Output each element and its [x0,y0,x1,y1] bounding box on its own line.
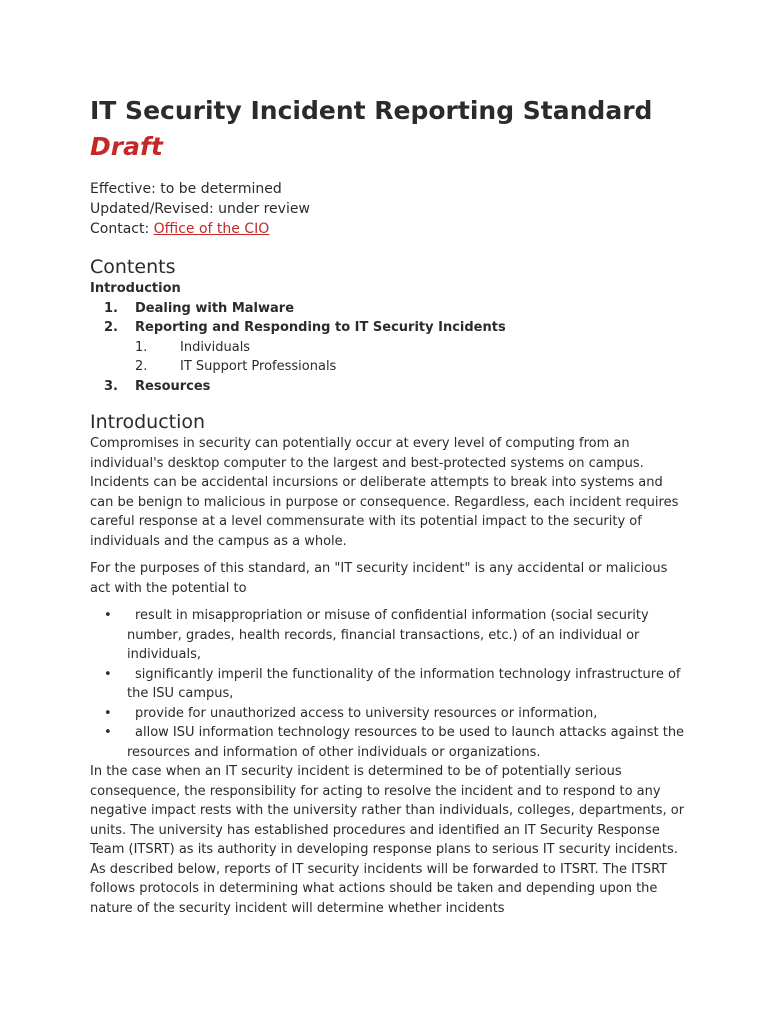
toc-intro-link[interactable] [90,279,690,299]
toc-number: 2. [104,320,118,335]
list-item-text: result in misappropriation or misuse of confidential information (social security number, grades, health records, financial transactions, etc.) of an individual or individuals, [127,608,649,662]
list-item [90,704,690,724]
document-meta [90,179,690,239]
toc-label: IT Support Professionals [180,359,337,374]
bullet-icon: • [104,608,112,623]
contents-heading: Contents [90,256,176,278]
draft-label: Draft [90,132,163,161]
toc-item-resources[interactable] [90,377,690,397]
list-item-text: significantly imperil the functionality of the information technology infrastructure of the ISU campus, [127,666,681,701]
list-item [90,606,690,665]
effective-line: Effective: to be determined [90,181,282,197]
toc-item-malware[interactable] [90,299,690,319]
toc-label: Resources [135,378,211,394]
toc-number: 3. [104,378,118,394]
toc-label: Reporting and Responding to IT Security Incidents [135,320,506,335]
intro-paragraph-2: For the purposes of this standard, an "IT security incident" is any accidental or malicious act with the potential to [90,561,668,596]
toc-label: Individuals [180,339,251,355]
contact-label: Contact: [90,221,150,237]
toc-item-reporting[interactable] [90,318,690,338]
toc-subitem-individuals[interactable] [90,338,690,358]
list-item-text: provide for unauthorized access to university resources or information, [135,705,598,721]
contact-link[interactable]: Office of the CIO [153,221,270,237]
bullet-icon: • [104,725,112,740]
intro-paragraph-3: In the case when an IT security incident is determined to be of potentially serious consequence, the responsibility for acting to resolve the incident and to respond to any negative impact rests with the university rather than individuals, colleges, departments, or units. The university has established procedures and identified an IT Security Response Team (ITSRT) as its authority in developing response plans to serious IT security incidents. As described below, reports of IT security incidents will be forwarded to ITSRT. The ITSRT follows protocols in determining what actions should be taken and depending upon the nature of the security incident will determine whether incidents [90,764,685,916]
incident-criteria-list [90,606,690,762]
list-item-text: allow ISU information technology resources to be used to launch attacks against the resources and information of other individuals or organizations. [127,725,685,760]
toc-subitem-it-support[interactable] [90,357,690,377]
list-item [90,723,690,762]
intro-paragraph-1: Compromises in security can potentially occur at every level of computing from an individual's desktop computer to the largest and best-protected systems on campus. Incidents can be accidental incursions or deliberate attempts to break into systems and can be benign to malicious in purpose or consequence. Regardless, each incident requires careful response at a level commensurate with its potential impact to the security of individuals and the campus as a whole. [90,436,679,549]
bullet-icon: • [104,666,112,682]
toc-intro-label: Introduction [90,281,181,296]
updated-line: Updated/Revised: under review [90,201,310,217]
page-title [90,93,690,165]
list-item [90,665,690,704]
toc-label: Dealing with Malware [135,300,295,316]
table-of-contents [90,279,690,396]
bullet-icon: • [104,705,112,721]
toc-number: 1. [104,300,118,316]
introduction-heading: Introduction [90,411,206,433]
contact-line [90,219,690,239]
title-main: IT Security Incident Reporting Standard [90,96,653,125]
toc-number: 1. [135,339,148,355]
toc-number: 2. [135,359,148,374]
document-content [90,93,690,918]
